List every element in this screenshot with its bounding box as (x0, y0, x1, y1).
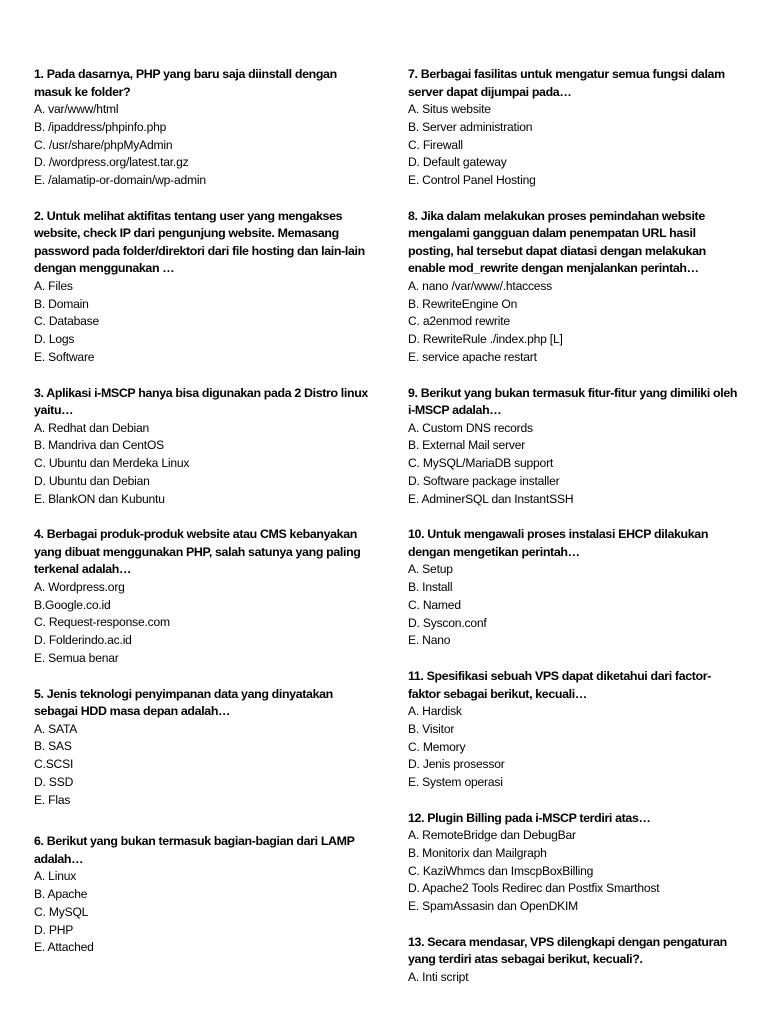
question-1 (34, 66, 372, 190)
question-text: 5. Jenis teknologi penyimpanan data yang dinyatakan sebagai HDD masa depan adalah… (34, 686, 333, 719)
option-c: C.SCSI (34, 757, 74, 772)
option-d: D. Folderindo.ac.id (34, 633, 132, 648)
option-b: B. /ipaddress/phpinfo.php (34, 119, 167, 134)
option-e: E. System operasi (408, 775, 503, 789)
option-b: B. Apache (34, 887, 88, 902)
question-6 (34, 833, 372, 957)
question-text: 11. Spesifikasi sebuah VPS dapat diketahui dari factor-faktor sebagai berikut, kecuali… (408, 669, 712, 701)
option-a: A. Files (34, 279, 73, 294)
option-c: C. Memory (408, 739, 466, 754)
option-c: C. MySQL/MariaDB support (408, 456, 554, 471)
option-b: B. Monitorix dan Mailgraph (408, 846, 547, 860)
question-12 (408, 810, 738, 916)
option-c: C. Database (34, 314, 100, 329)
left-column (34, 66, 372, 975)
option-a: A. nano /var/www/.htaccess (408, 279, 553, 294)
question-7 (408, 66, 738, 190)
option-e: E. /alamatip-or-domain/wp-admin (34, 173, 206, 187)
option-d: D. PHP (34, 922, 74, 937)
question-11 (408, 668, 738, 792)
right-column (408, 66, 738, 1005)
option-a: A. Wordpress.org (34, 580, 125, 595)
question-text: 12. Plugin Billing pada i-MSCP terdiri atas… (408, 810, 651, 825)
option-c: C. MySQL (34, 904, 89, 919)
option-b: B. Server administration (408, 119, 533, 134)
option-a: A. Situs website (408, 102, 491, 117)
question-text: 7. Berbagai fasilitas untuk mengatur semua fungsi dalam server dapat dijumpai pada… (408, 67, 725, 99)
question-text: 3. Aplikasi i-MSCP hanya bisa digunakan pada 2 Distro linux yaitu… (34, 385, 368, 418)
question-4 (34, 526, 372, 667)
option-a: A. SATA (34, 721, 78, 736)
question-text: 8. Jika dalam melakukan proses pemindahan website mengalami gangguan dalam penempatan URL hasil posting, hal tersebut dapat diatasi dengan melakukan enable mod_rewrite dengan menjalankan perintah… (408, 208, 706, 276)
option-c: C. Ubuntu dan Merdeka Linux (34, 456, 190, 471)
option-a: A. Hardisk (408, 704, 462, 719)
option-a: A. Custom DNS records (408, 420, 533, 435)
option-b: B. Install (408, 580, 453, 595)
option-d: D. Apache2 Tools Redirec dan Postfix Smarthost (408, 881, 660, 896)
option-c: C. Named (408, 597, 461, 612)
option-d: D. RewriteRule ./index.php [L] (408, 332, 563, 347)
question-text: 4. Berbagai produk-produk website atau CMS kebanyakan yang dibuat menggunakan PHP, salah satunya yang paling terkenal adalah… (34, 527, 361, 577)
option-d: D. SSD (34, 774, 74, 789)
option-a: A. RemoteBridge dan DebugBar (408, 828, 576, 843)
option-e: E. AdminerSQL dan InstantSSH (408, 491, 574, 506)
option-d: D. Software package installer (408, 473, 560, 488)
option-d: D. Logs (34, 332, 75, 347)
question-text: 2. Untuk melihat aktifitas tentang user yang mengakses website, check IP dari pengunjung website. Memasang password pada folder/direktori dari file hosting dan lain-lain dengan menggunakan … (34, 208, 365, 276)
option-c: C. /usr/share/phpMyAdmin (34, 137, 173, 152)
question-text: 9. Berikut yang bukan termasuk fitur-fitur yang dimiliki oleh i-MSCP adalah… (408, 385, 738, 418)
option-b: B. Visitor (408, 721, 455, 736)
option-d: D. /wordpress.org/latest.tar.gz (34, 155, 189, 170)
question-2 (34, 208, 372, 367)
option-b: B. Domain (34, 296, 89, 311)
option-e: E. Attached (34, 940, 94, 955)
option-e: E. Control Panel Hosting (408, 173, 536, 187)
option-d: D. Ubuntu dan Debian (34, 473, 150, 488)
option-b: B. Mandriva dan CentOS (34, 438, 165, 453)
option-b: B. SAS (34, 739, 72, 754)
option-b: B. External Mail server (408, 438, 526, 453)
option-e: E. Flas (34, 792, 71, 807)
question-text: 1. Pada dasarnya, PHP yang baru saja diinstall dengan masuk ke folder? (34, 67, 337, 99)
option-e: E. Software (34, 349, 95, 364)
question-text: 6. Berikut yang bukan termasuk bagian-bagian dari LAMP adalah… (34, 834, 355, 866)
option-c: C. Request-response.com (34, 615, 170, 630)
question-text: 13. Secara mendasar, VPS dilengkapi dengan pengaturan yang terdiri atas sebagai berikut, kecuali?. (408, 934, 727, 967)
question-10 (408, 526, 738, 650)
option-e: E. SpamAssasin dan OpenDKIM (408, 899, 579, 914)
option-a: A. Linux (34, 869, 77, 884)
question-text: 10. Untuk mengawali proses instalasi EHCP dilakukan dengan mengetikan perintah… (408, 527, 709, 559)
option-a: A. var/www/html (34, 102, 119, 117)
option-d: D. Jenis prosessor (408, 757, 505, 772)
option-d: D. Syscon.conf (408, 615, 487, 630)
option-e: E. service apache restart (408, 349, 537, 364)
question-3 (34, 385, 372, 509)
question-8 (408, 208, 738, 367)
question-9 (408, 385, 738, 509)
option-c: C. a2enmod rewrite (408, 314, 510, 329)
option-e: E. Semua benar (34, 650, 119, 665)
question-5 (34, 686, 372, 810)
option-c: C. Firewall (408, 137, 463, 152)
option-e: E. Nano (408, 633, 451, 648)
option-a: A. Setup (408, 562, 453, 577)
option-e: E. BlankON dan Kubuntu (34, 491, 165, 506)
option-b: B. RewriteEngine On (408, 296, 518, 311)
option-b: B.Google.co.id (34, 597, 111, 612)
option-a: A. Redhat dan Debian (34, 420, 150, 435)
option-c: C. KaziWhmcs dan ImscpBoxBilling (408, 863, 594, 878)
option-d: D. Default gateway (408, 155, 507, 170)
question-13 (408, 934, 738, 987)
option-a: A. Inti script (408, 970, 469, 984)
